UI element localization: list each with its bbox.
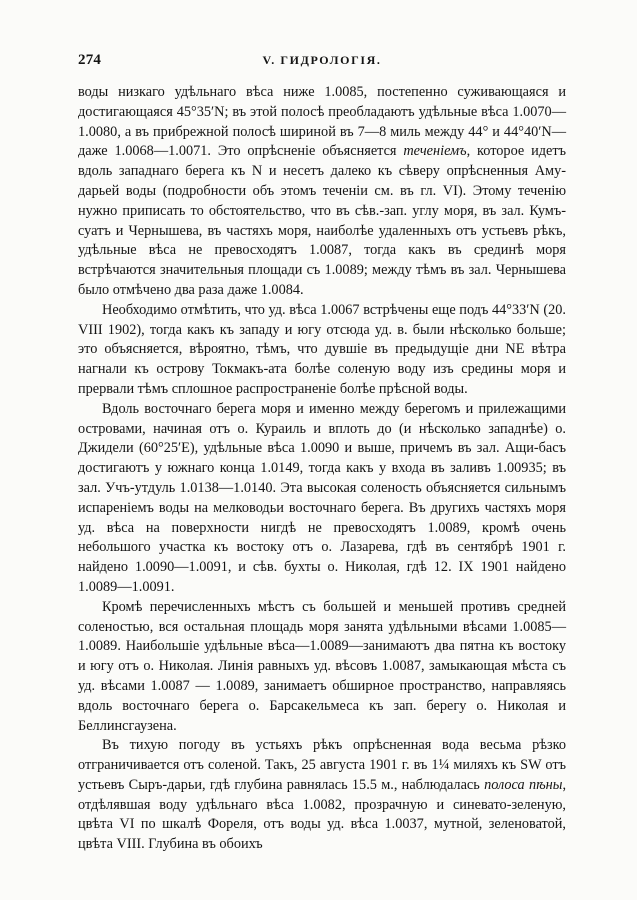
paragraph-1-lead: воды низкаго удѣльнаго вѣса ниже 1.0085, постепенно суживающаяся и достигающаяся 45°35′N; въ этой полосѣ преобладаютъ удѣльные вѣса 1.0070—1.0080, а въ прибрежной полосѣ шириной въ 7—8 миль между 44° и 44°40′N—даже 1.0068—1.0071. Это опрѣсненіе объясняется [78, 84, 566, 160]
paragraph-4: Кромѣ перечисленныхъ мѣстъ съ большей и меньшей противъ средней соленостью, вся остальная площадь моря занята удѣльными вѣсами 1.0085—1.0089. Наибольшіе удѣльные вѣса—1.0089—занимаютъ два пятна къ востоку и югу отъ о. Николая. Линія равныхъ уд. вѣсовъ 1.0087, замыкающая мѣста съ уд. вѣсами 1.0087 — 1.0089, занимаетъ обширное пространство, направляясь вдоль восточнаго берега о. Барсакельмеса къ зап. берегу о. Николая и Беллинсгаузена. [78, 598, 566, 734]
page-number: 274 [78, 52, 102, 68]
paragraph-3: Вдоль восточнаго берега моря и именно между берегомъ и прилежащими островами, начиная отъ о. Кураиль и вплоть до (и нѣсколько западнѣе) о. Джидели (60°25′E), удѣльные вѣса 1.0090 и выше, причемъ въ зал. Ащи-басъ достигаютъ у южнаго конца 1.0149, тогда какъ у входа въ заливъ 1.00935; въ зал. Учъ-утдуль 1.0138—1.0140. Эта высокая соленость объясняется сильнымъ испареніемъ воды на мелководьи восточнаго берега. Въ другихъ частяхъ моря уд. вѣса на поверхности нигдѣ не превосходятъ 1.0089, кромѣ очень небольшого участка къ востоку отъ о. Лазарева, гдѣ въ сентябрѣ 1901 г. найдено 1.0090—1.0091, и сѣв. бухты о. Николая, гдѣ 12. IX 1901 найдено 1.0089—1.0091. [78, 400, 566, 595]
paragraph-1-emphasis: теченіемъ [403, 143, 467, 160]
paragraph-1-tail: , которое идетъ вдоль западнаго берега къ N и несетъ далеко къ сѣверу опрѣсненныя Аму-дарьей воды (подробности объ этомъ теченіи см. въ гл. VI). Этому теченію нужно приписать то обстоятельство, что въ сѣв.-зап. углу моря, въ зал. Кумъ-суатъ и Чернышева, въ частяхъ моря, наиболѣе удаленныхъ отъ устьевъ рѣкъ, удѣльные вѣса не превосходятъ 1.0087, тогда какъ въ срединѣ моря встрѣчаются значительныя площади съ 1.0089; между тѣмъ въ зал. Чернышева было отмѣчено два раза даже 1.0084. [78, 143, 566, 298]
paragraph-2: Необходимо отмѣтить, что уд. вѣса 1.0067 встрѣчены еще подъ 44°33′N (20. VIII 1902), тогда какъ къ западу и югу отсюда уд. в. были нѣсколько больше; это объясняется, вѣроятно, тѣмъ, что дувшіе въ предыдущіе дни NE вѣтра нагнали къ острову Токмакъ-ата болѣе соленую воду изъ средины моря и прервали тѣмъ сплошное распространеніе болѣе прѣсной воды. [78, 301, 566, 397]
section-title: V. ГИДРОЛОГІЯ. [262, 53, 382, 67]
paragraph-5-lead: Въ тихую погоду въ устьяхъ рѣкъ опрѣсненная вода весьма рѣзко отграничивается отъ соленой. Такъ, 25 августа 1901 г. въ 1¼ миляхъ къ SW отъ устьевъ Сыръ-дарьи, гдѣ глубина равнялась 15.5 м., наблюдалась [78, 737, 566, 793]
paragraph-5-emphasis: полоса пѣны [484, 776, 563, 793]
body-text [78, 83, 566, 855]
paragraph-5-tail: , отдѣлявшая воду удѣльнаго вѣса 1.0082, прозрачную и синевато-зеленую, цвѣта VI по шкалѣ Фореля, отъ воды уд. вѣса 1.0037, мутной, зеленоватой, цвѣта VIII. Глубина въ обоихъ [78, 776, 567, 853]
paragraph-5 [78, 736, 566, 855]
running-head [78, 52, 566, 72]
paragraph-1 [78, 83, 566, 301]
